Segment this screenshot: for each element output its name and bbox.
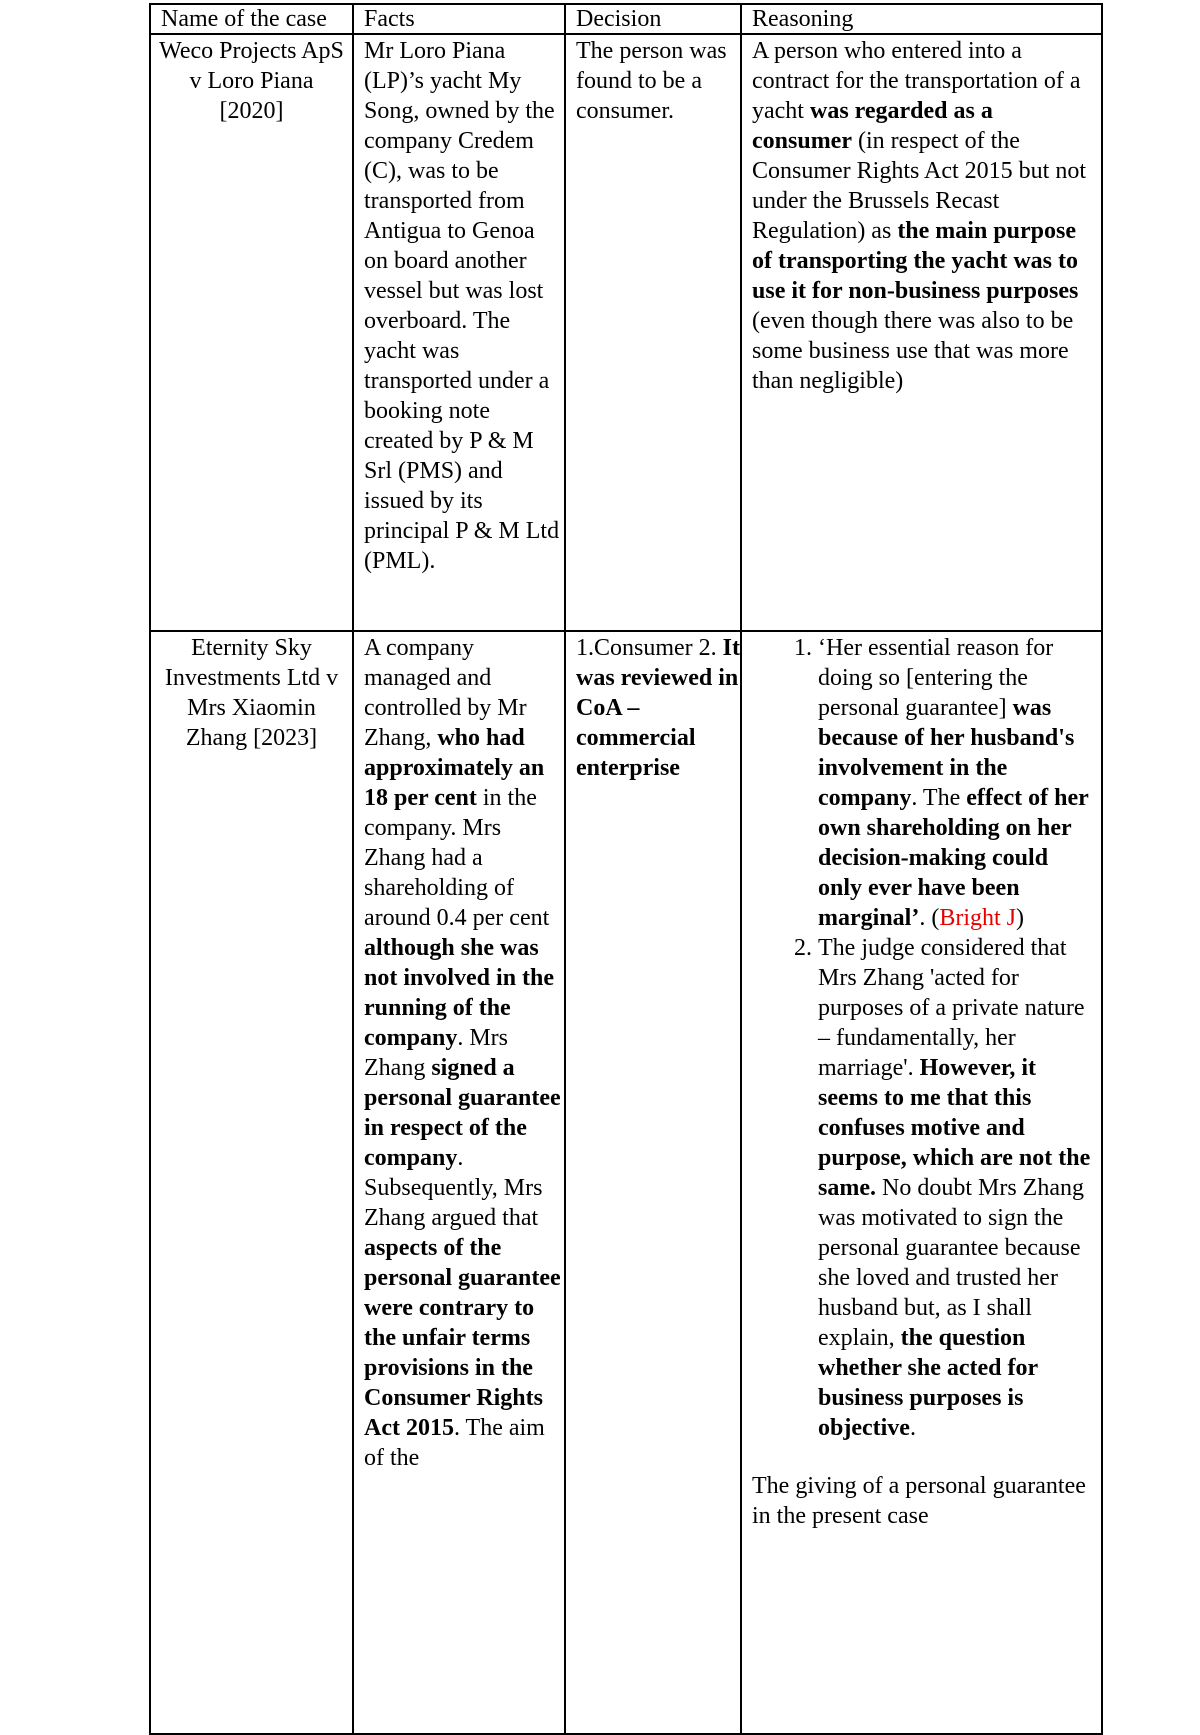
reasoning-cell [741, 34, 1102, 631]
reasoning-bold-text: was regarded as a consumer [752, 98, 993, 154]
decision-cell [565, 631, 741, 1734]
reasoning-list-item [818, 633, 1095, 933]
facts-bold-text: aspects of the personal guarantee were contrary to the unfair terms provisions in the Consumer Rights Act 2015 [364, 1235, 561, 1441]
reasoning-text: . The [911, 785, 967, 811]
decision-bold-text: It was reviewed in CoA – commercial enterprise [576, 635, 741, 781]
reasoning-paragraph: The giving of a personal guarantee in the present case [752, 1473, 1086, 1529]
table-header-row [150, 4, 1102, 34]
header-name-of-case: Name of the case [150, 4, 353, 34]
reasoning-text: The judge considered that Mrs Zhang 'acted for purposes of a private nature – fundamentally, her marriage'. [818, 935, 1085, 1081]
header-facts: Facts [353, 4, 565, 34]
case-name-cell: Weco Projects ApS v Loro Piana [2020] [150, 34, 353, 631]
case-name-cell: Eternity Sky Investments Ltd v Mrs Xiaomin Zhang [2023] [150, 631, 353, 1734]
reasoning-text: . ( [919, 905, 940, 931]
decision-cell: The person was found to be a consumer. [565, 34, 741, 631]
reasoning-bold-text: However, it seems to me that this confuses motive and purpose, which are not the same. [818, 1055, 1091, 1201]
judge-name-highlight: Bright J [939, 905, 1017, 931]
header-reasoning: Reasoning [741, 4, 1102, 34]
table-row [150, 631, 1102, 1734]
facts-text: . The aim of the [364, 1415, 545, 1471]
reasoning-bold-text: effect of her own shareholding on her decision-making could only ever have been marginal’ [818, 785, 1089, 931]
facts-text: . Mrs Zhang [364, 1025, 509, 1081]
header-decision: Decision [565, 4, 741, 34]
reasoning-text: A person who entered into a contract for the transportation of a yacht [752, 38, 1081, 124]
reasoning-bold-text: the main purpose of transporting the yacht was to use it for non-business purposes [752, 218, 1079, 304]
reasoning-list-item [818, 933, 1095, 1443]
reasoning-bold-text: was because of her husband's involvement in the company [818, 695, 1075, 811]
facts-bold-text: although she was not involved in the running of the company [364, 935, 555, 1051]
reasoning-bold-text: the question whether she acted for business purposes is objective [818, 1325, 1038, 1441]
case-law-table [149, 3, 1103, 1735]
reasoning-text: ) [1016, 905, 1025, 931]
facts-text: . Subsequently, Mrs Zhang argued that [364, 1145, 543, 1231]
reasoning-text: . [909, 1415, 916, 1441]
facts-text: A company managed and controlled by Mr Zhang, [364, 635, 527, 751]
reasoning-text: (even though there was also to be some business use that was more than negligible) [752, 308, 1074, 394]
facts-bold-text: signed a personal guarantee in respect of the company [364, 1055, 561, 1171]
facts-text: in the company. Mrs Zhang had a shareholding of around 0.4 per cent [364, 785, 550, 931]
table-row [150, 34, 1102, 631]
facts-cell: Mr Loro Piana (LP)’s yacht My Song, owned by the company Credem (C), was to be transported from Antigua to Genoa on board another vessel but was lost overboard. The yacht was transported under a booking note created by P & M Srl (PMS) and issued by its principal P & M Ltd (PML). [353, 34, 565, 631]
reasoning-text: (in respect of the Consumer Rights Act 2015 but not under the Brussels Recast Regulation) as [752, 128, 1087, 244]
reasoning-text: No doubt Mrs Zhang was motivated to sign the personal guarantee because she loved and trusted her husband but, as I shall explain, [818, 1175, 1084, 1351]
reasoning-list [752, 633, 1095, 1443]
reasoning-text: ‘Her essential reason for doing so [entering the personal guarantee] [818, 635, 1054, 721]
facts-bold-text: who had approximately an 18 per cent [364, 725, 545, 811]
decision-text: 1.Consumer 2. [576, 635, 723, 661]
reasoning-cell [741, 631, 1102, 1734]
facts-cell [353, 631, 565, 1734]
